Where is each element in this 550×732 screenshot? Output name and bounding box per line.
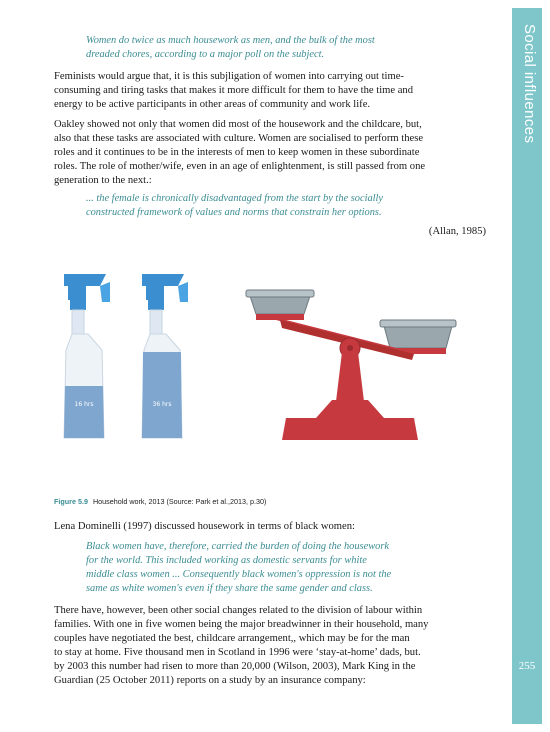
bar-label-36: 36 hrs (152, 401, 172, 408)
bar-label-16: 16 hrs (74, 401, 94, 408)
text-line: also that these tasks are associated with culture. Women are socialised to perform these (54, 133, 424, 144)
quote-dominelli (86, 540, 506, 596)
text-line: roles and it continues to be in the interests of men to keep women in these subordinate (54, 147, 420, 158)
text-line: to stay at home. Five thousand men in Scotland in 1996 were ‘stay-at-home’ dads, but. (54, 647, 421, 658)
figure-caption (54, 497, 266, 506)
quote-poll (86, 34, 506, 62)
quote-line: same as white women's even if they share the same gender and class. (86, 583, 373, 594)
quote-line: Women do twice as much housework as men, and the bulk of the most (86, 35, 375, 46)
quote-line: Black women have, therefore, carried the burden of doing the housework (86, 541, 389, 552)
quote-allan (86, 192, 506, 220)
citation-allan: (Allan, 1985) (428, 226, 486, 237)
paragraph-feminists (54, 70, 500, 112)
quote-line: dreaded chores, according to a major poll on the subject. (86, 49, 325, 60)
quote-line: for the world. This included working as domestic servants for white (86, 555, 367, 566)
text-line: Feminists would argue that, it is this subjligation of women into carrying out time- (54, 71, 404, 82)
spray-bottle-icon (142, 274, 188, 438)
text-line: families. With one in five women being the major breadwinner in their household, many (54, 619, 429, 630)
text-line: energy to be active participants in other areas of community and work life. (54, 99, 371, 110)
paragraph-oakley (54, 118, 500, 188)
paragraph-dominelli: Lena Dominelli (1997) discussed housework in terms of black women: (54, 521, 355, 532)
quote-line: middle class women ... Consequently black women's oppression is not the (86, 569, 392, 580)
text-line: Guardian (25 October 2011) reports on a study by an insurance company: (54, 675, 366, 686)
household-work-figure (54, 268, 494, 448)
text-line: There have, however, been other social changes related to the division of labour within (54, 605, 423, 616)
spray-bottle-icon (64, 274, 110, 438)
text-line: roles. The role of mother/wife, even in an age of enlightenment, is still passed from one (54, 161, 426, 172)
chapter-title: Social influences (521, 24, 538, 144)
text-line: by 2003 this number had risen to more than 20,000 (Wilson, 2003), Mark King in the (54, 661, 416, 672)
page-number: 255 (518, 660, 536, 672)
caption-text: Household work, 2013 (Source: Park et al.,2013, p.30) (92, 497, 267, 506)
quote-line: constructed framework of values and norms that constrain her options. (86, 207, 382, 218)
text-line: couples have negotiated the best, childcare arrangement,, which may be for the man (54, 633, 410, 644)
text-line: Oakley showed not only that women did most of the housework and the childcare, but, (54, 119, 422, 130)
paragraph-social-changes (54, 604, 500, 688)
quote-line: ... the female is chronically disadvantaged from the start by the socially (86, 193, 384, 204)
figure-label: Figure 5.9 (54, 497, 88, 506)
text-line: generation to the next.: (54, 175, 152, 186)
balance-scale-icon (246, 290, 456, 440)
text-line: consuming and tiring tasks that makes it more difficult for them to have the time and (54, 85, 414, 96)
